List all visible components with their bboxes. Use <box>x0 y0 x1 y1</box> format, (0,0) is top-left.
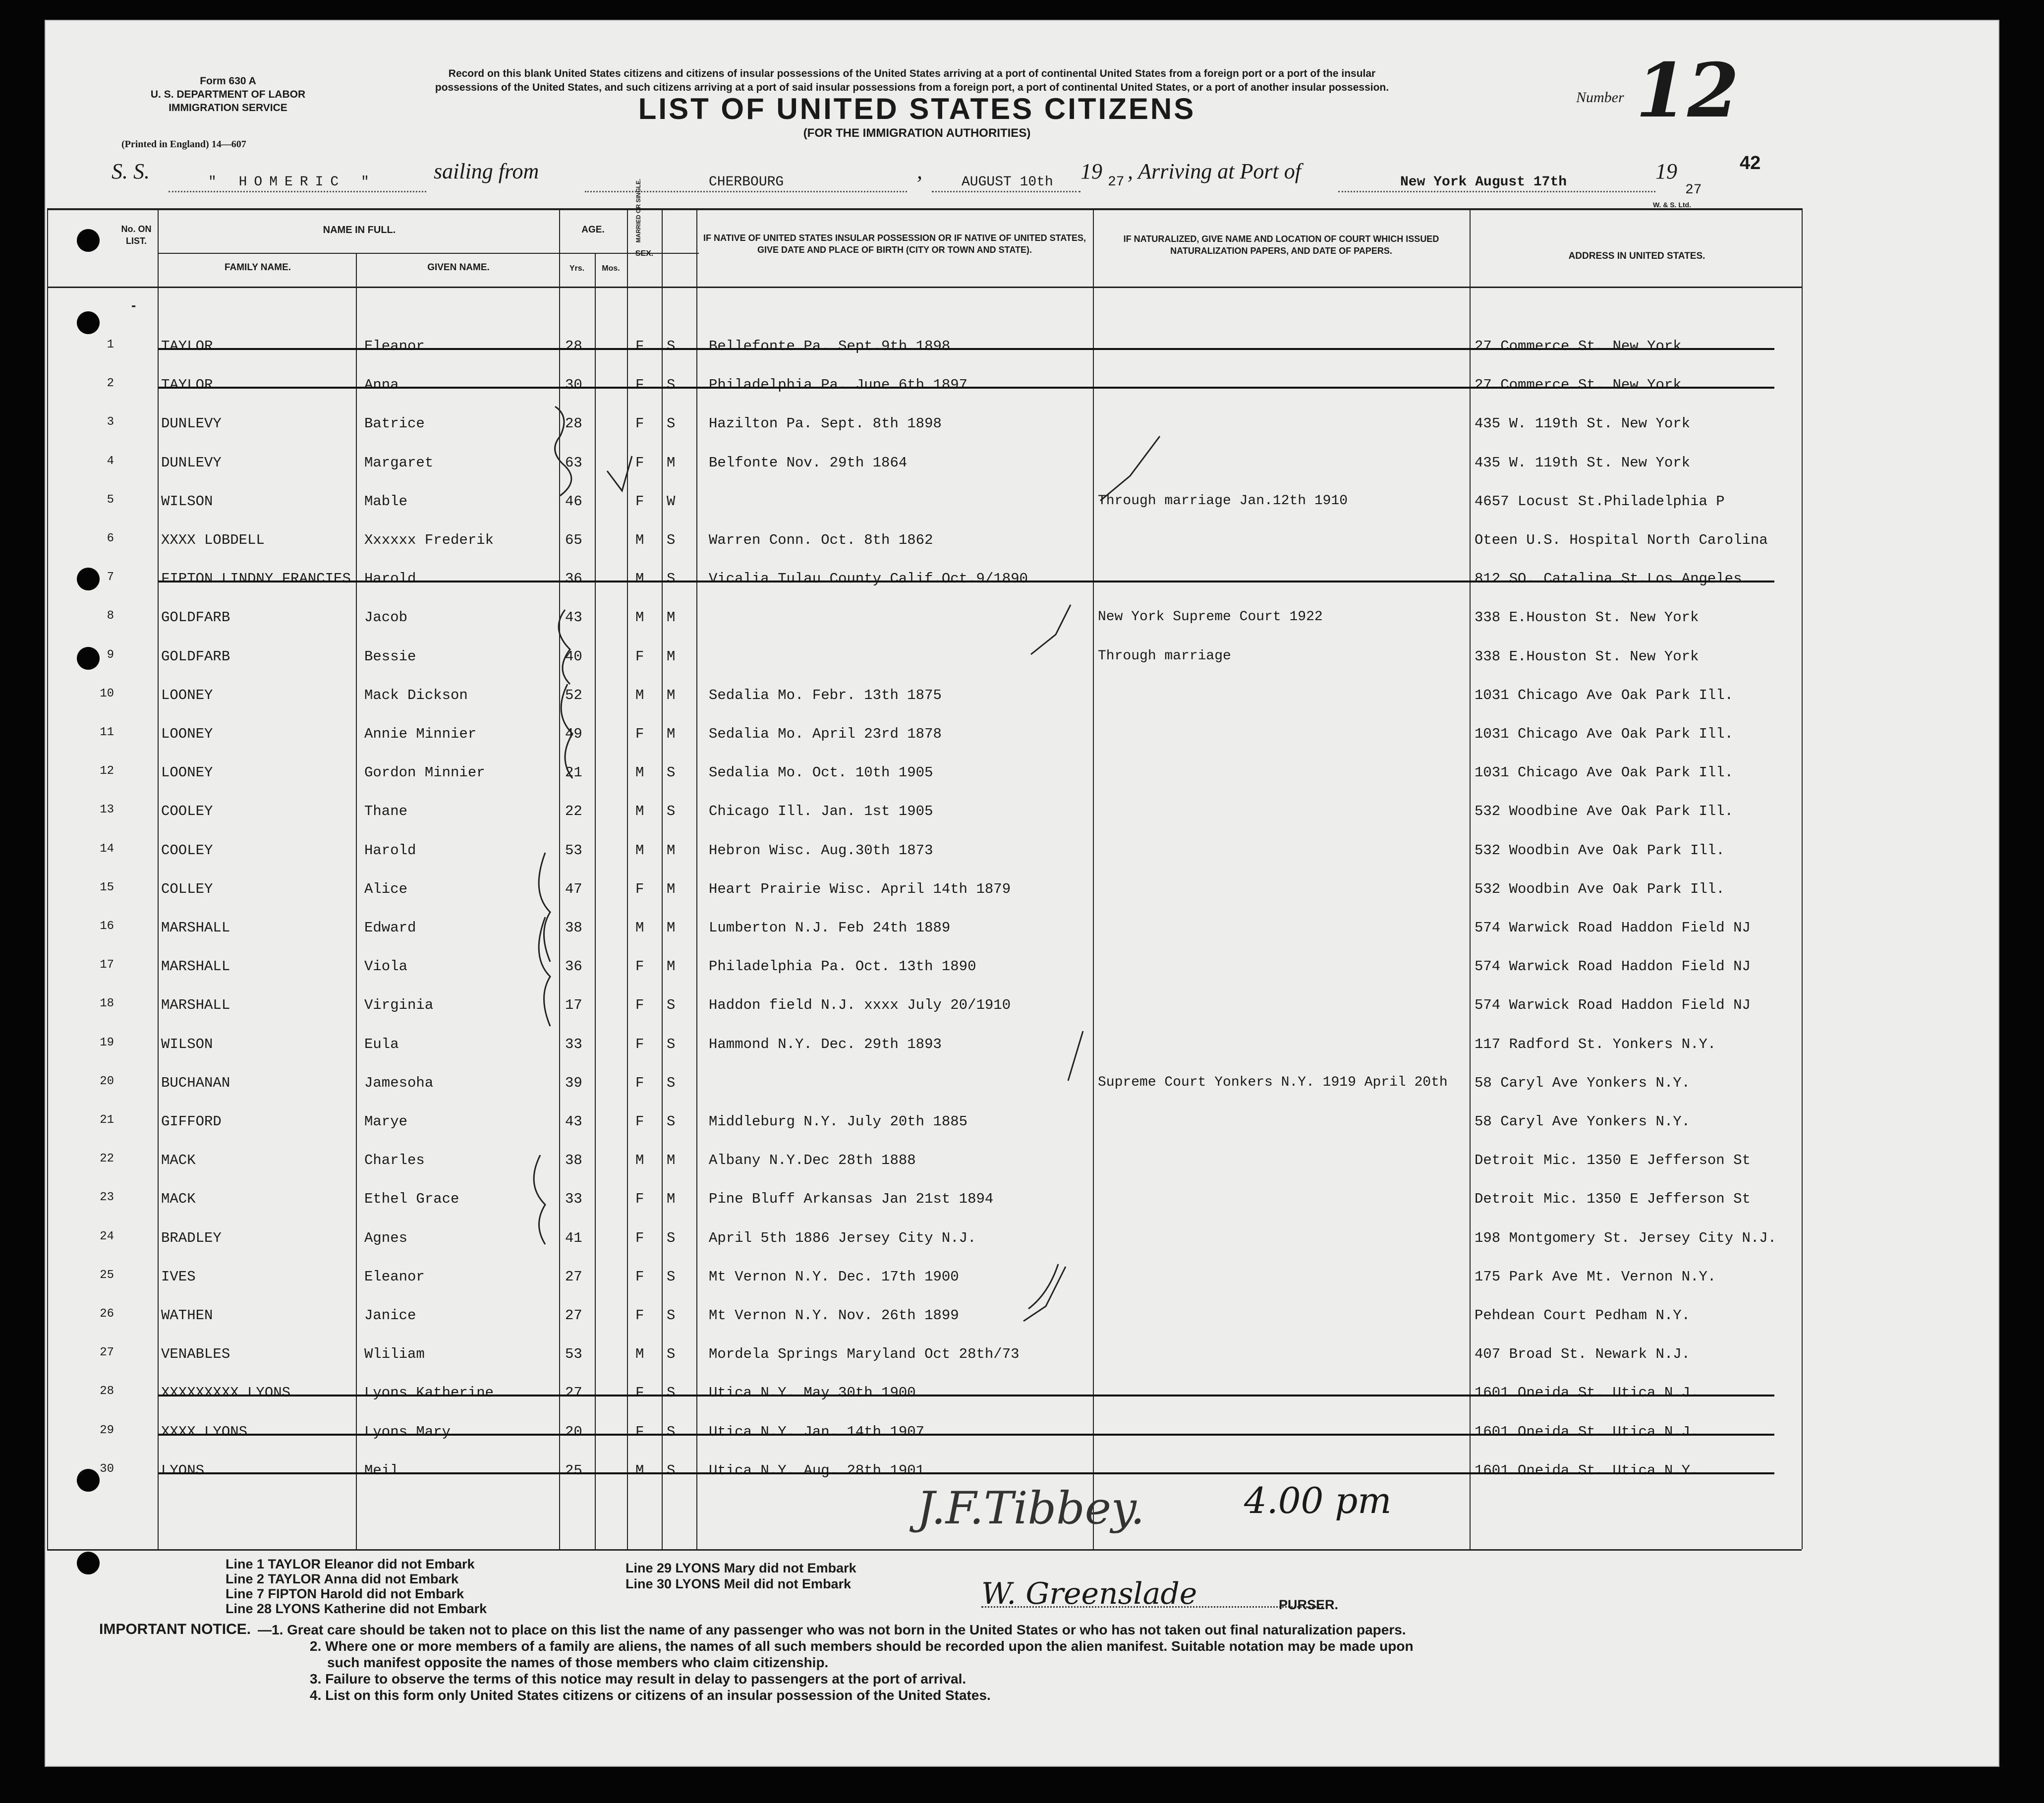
col-header-name-in-full: NAME IN FULL. <box>323 225 396 235</box>
us-address: 4657 Locust St.Philadelphia P <box>1475 493 1725 510</box>
sex: F <box>635 958 644 975</box>
family-name: TAYLOR <box>161 338 213 354</box>
family-name: BUCHANAN <box>161 1075 230 1091</box>
age-years: 33 <box>565 1191 582 1207</box>
age-years: 43 <box>565 1113 582 1130</box>
given-name: Batrice <box>364 415 425 432</box>
row-number: 4 <box>107 455 114 468</box>
given-name: Viola <box>364 958 408 975</box>
row-number: 2 <box>107 377 114 390</box>
marital-status: M <box>667 726 676 742</box>
department: U. S. DEPARTMENT OF LABOR <box>150 89 306 100</box>
age-years: 36 <box>565 571 582 587</box>
page-subtitle: (FOR THE IMMIGRATION AUTHORITIES) <box>803 126 1031 140</box>
given-name: Harold <box>364 571 416 587</box>
birth-place-date: Bellefonte Pa. Sept.9th 1898 <box>709 338 951 354</box>
birth-place-date: Mordela Springs Maryland Oct 28th/73 <box>709 1346 1020 1362</box>
purser-label: PURSER. <box>1279 1597 1339 1612</box>
age-years: 53 <box>565 1346 582 1362</box>
marital-status: M <box>667 958 676 975</box>
family-name: LOONEY <box>161 726 213 742</box>
birth-place-date: Mt Vernon N.Y. Nov. 26th 1899 <box>709 1307 959 1324</box>
marital-status: S <box>667 532 676 548</box>
sex: F <box>635 881 644 897</box>
sex: M <box>635 609 644 626</box>
row-number: 23 <box>100 1191 114 1204</box>
comma: , <box>917 159 922 183</box>
birth-place-date: Middleburg N.Y. July 20th 1885 <box>709 1113 968 1130</box>
age-years: 43 <box>565 609 582 626</box>
row-number: 5 <box>107 493 114 507</box>
marital-status: S <box>667 1462 676 1479</box>
us-address: 1031 Chicago Ave Oak Park Ill. <box>1475 764 1734 781</box>
marital-status: M <box>667 920 676 936</box>
col-header-given-name: GIVEN NAME. <box>427 262 490 273</box>
marital-status: M <box>667 609 676 626</box>
col-header-married: MARRIED OR SINGLE. <box>635 178 642 243</box>
age-years: 25 <box>565 1462 582 1479</box>
age-years: 27 <box>565 1269 582 1285</box>
us-address: 117 Radford St. Yonkers N.Y. <box>1475 1036 1716 1052</box>
given-name: Ethel Grace <box>364 1191 459 1207</box>
marital-status: S <box>667 1036 676 1052</box>
signature-line <box>981 1606 1323 1608</box>
sex: M <box>635 764 644 781</box>
us-address: 407 Broad St. Newark N.J. <box>1475 1346 1691 1362</box>
row-number: 20 <box>100 1075 114 1088</box>
sex: F <box>635 415 644 432</box>
marital-status: S <box>667 338 676 354</box>
embark-note: Line 28 LYONS Katherine did not Embark <box>226 1601 487 1616</box>
birth-place-date: Belfonte Nov. 29th 1864 <box>709 455 908 471</box>
row-number: 6 <box>107 532 114 545</box>
age-years: 39 <box>565 1075 582 1091</box>
family-name: VENABLES <box>161 1346 230 1362</box>
us-address: 338 E.Houston St. New York <box>1475 609 1699 626</box>
given-name: Harold <box>364 842 416 859</box>
row-number: 13 <box>100 803 114 816</box>
sex: F <box>635 997 644 1013</box>
birth-place-date: Chicago Ill. Jan. 1st 1905 <box>709 803 933 819</box>
sex: M <box>635 532 644 548</box>
embark-note: Line 30 LYONS Meil did not Embark <box>625 1576 852 1591</box>
embark-note: Line 29 LYONS Mary did not Embark <box>625 1561 856 1575</box>
page-mark: 42 <box>1740 153 1761 174</box>
marital-status: M <box>667 1152 676 1168</box>
row-number: 12 <box>100 764 114 778</box>
family-name: LYONS <box>161 1462 205 1479</box>
embark-note: Line 2 TAYLOR Anna did not Embark <box>226 1571 459 1586</box>
given-name: Gordon Minnier <box>364 764 485 781</box>
family-name: WATHEN <box>161 1307 213 1324</box>
age-years: 28 <box>565 338 582 354</box>
embark-note: Line 7 FIPTON Harold did not Embark <box>226 1586 464 1601</box>
birth-place-date: Vicalia Tulau County Calif.Oct.9/1890 <box>709 571 1028 587</box>
us-address: Detroit Mic. 1350 E Jefferson St <box>1475 1152 1751 1168</box>
purser-signature: W. Greenslade <box>981 1576 1197 1611</box>
handwritten-time: 4.00 pm <box>1244 1480 1392 1521</box>
birth-place-date: Sedalia Mo. April 23rd 1878 <box>709 726 942 742</box>
birth-place-date: April 5th 1886 Jersey City N.J. <box>709 1230 976 1246</box>
us-address: 1601 Oneida St. Utica N.J. <box>1475 1424 1699 1440</box>
family-name: BRADLEY <box>161 1230 222 1246</box>
marital-status: M <box>667 1191 676 1207</box>
sex: F <box>635 726 644 742</box>
given-name: Thane <box>364 803 408 819</box>
birth-place-date: Sedalia Mo. Febr. 13th 1875 <box>709 687 942 703</box>
family-name: MACK <box>161 1152 196 1168</box>
row-number: 29 <box>100 1424 114 1437</box>
us-address: 175 Park Ave Mt. Vernon N.Y. <box>1475 1269 1716 1285</box>
age-years: 27 <box>565 1307 582 1324</box>
us-address: 574 Warwick Road Haddon Field NJ <box>1475 920 1751 936</box>
age-years: 40 <box>565 648 582 665</box>
sex: M <box>635 1152 644 1168</box>
col-header-no: No. ON LIST. <box>121 224 152 246</box>
arrival-info: New York August 17th <box>1400 174 1567 190</box>
family-name: WILSON <box>161 493 213 510</box>
family-name: GOLDFARB <box>161 609 230 626</box>
sex: F <box>635 1269 644 1285</box>
birth-place-date: Philadelphia Pa. June 6th 1897 <box>709 377 968 393</box>
age-years: 53 <box>565 842 582 859</box>
us-address: 532 Woodbin Ave Oak Park Ill. <box>1475 881 1725 897</box>
age-years: 20 <box>565 1424 582 1440</box>
given-name: Virginia <box>364 997 434 1013</box>
age-years: 22 <box>565 803 582 819</box>
family-name: COOLEY <box>161 842 213 859</box>
given-name: Mable <box>364 493 408 510</box>
age-years: 21 <box>565 764 582 781</box>
marital-status: S <box>667 1230 676 1246</box>
naturalization: New York Supreme Court 1922 <box>1098 609 1323 625</box>
age-years: 28 <box>565 415 582 432</box>
given-name: Jacob <box>364 609 408 626</box>
us-address: 27 Commerce St. New York <box>1475 377 1682 393</box>
family-name: DUNLEVY <box>161 415 222 432</box>
row-number: 18 <box>100 997 114 1010</box>
naturalization: Through marriage <box>1098 648 1231 664</box>
family-name: MARSHALL <box>161 958 230 975</box>
given-name: Lyons Mary <box>364 1424 451 1440</box>
sail-date: AUGUST 10th <box>962 174 1053 190</box>
marital-status: M <box>667 687 676 703</box>
us-address: 532 Woodbin Ave Oak Park Ill. <box>1475 842 1725 859</box>
birth-place-date: Sedalia Mo. Oct. 10th 1905 <box>709 764 933 781</box>
row-number: 27 <box>100 1346 114 1359</box>
notice-line-4: 4. List on this form only United States citizens or citizens of an insular possession of the United States. <box>310 1687 991 1703</box>
us-address: 574 Warwick Road Haddon Field NJ <box>1475 958 1751 975</box>
sex: F <box>635 1424 644 1440</box>
given-name: Mack Dickson <box>364 687 468 703</box>
notice-line-3: 3. Failure to observe the terms of this notice may result in delay to passengers at the port of arrival. <box>310 1671 966 1687</box>
row-number: 7 <box>107 571 114 584</box>
row-number: 9 <box>107 648 114 662</box>
year-prefix: 19 <box>1080 159 1102 183</box>
us-address: 1031 Chicago Ave Oak Park Ill. <box>1475 687 1734 703</box>
us-address: 812 SO. Catalina St.Los Angeles <box>1475 571 1742 587</box>
us-address: 198 Montgomery St. Jersey City N.J. <box>1475 1230 1777 1246</box>
birth-place-date: Haddon field N.J. xxxx July 20/1910 <box>709 997 1011 1013</box>
row-number: 1 <box>107 338 114 351</box>
given-name: Eleanor <box>364 338 425 354</box>
age-years: 36 <box>565 958 582 975</box>
embark-note: Line 1 TAYLOR Eleanor did not Embark <box>226 1557 475 1571</box>
row-number: 25 <box>100 1269 114 1282</box>
marital-status: S <box>667 571 676 587</box>
sex: M <box>635 687 644 703</box>
age-years: 49 <box>565 726 582 742</box>
sex: M <box>635 1346 644 1362</box>
birth-place-date: Lumberton N.J. Feb 24th 1889 <box>709 920 951 936</box>
arriving-label: , Arriving at Port of <box>1128 159 1301 183</box>
sail-year: 27 <box>1108 174 1125 190</box>
family-name: DUNLEVY <box>161 455 222 471</box>
marital-status: M <box>667 842 676 859</box>
sex: F <box>635 1036 644 1052</box>
marital-status: S <box>667 997 676 1013</box>
birth-place-date: Hammond N.Y. Dec. 29th 1893 <box>709 1036 942 1052</box>
birth-place-date: Albany N.Y.Dec 28th 1888 <box>709 1152 916 1168</box>
row-number: 11 <box>100 726 114 739</box>
col-header-address: ADDRESS IN UNITED STATES. <box>1568 251 1705 261</box>
col-header-birth: IF NATIVE OF UNITED STATES INSULAR POSSESSION OR IF NATIVE OF UNITED STATES, GIVE DATE AND PLACE OF BIRTH (CITY OR TOWN AND STATE). <box>703 233 1086 255</box>
us-address: 27 Commerce St. New York <box>1475 338 1682 354</box>
col-header-yrs: Yrs. <box>569 264 585 273</box>
sex: M <box>635 803 644 819</box>
age-years: 46 <box>565 493 582 510</box>
notice-line-1: —1. Great care should be taken not to place on this list the name of any passenger who was not born in the United States or who has not taken out final naturalization papers. <box>258 1622 1406 1637</box>
marital-status: S <box>667 1113 676 1130</box>
birth-place-date: Pine Bluff Arkansas Jan 21st 1894 <box>709 1191 994 1207</box>
us-address: Detroit Mic. 1350 E Jefferson St <box>1475 1191 1751 1207</box>
row-number: 21 <box>100 1113 114 1127</box>
family-name: LOONEY <box>161 764 213 781</box>
col-header-mos: Mos. <box>602 264 620 273</box>
birth-place-date: Utica N.Y. Aug. 28th 1901 <box>709 1462 925 1479</box>
given-name: Annie Minnier <box>364 726 477 742</box>
sex: M <box>635 920 644 936</box>
given-name: Anna <box>364 377 399 393</box>
birth-place-date: Warren Conn. Oct. 8th 1862 <box>709 532 933 548</box>
sex: F <box>635 377 644 393</box>
handwritten-initials: J.F.Tibbey. <box>917 1482 1145 1534</box>
sailing-from: CHERBOURG <box>709 174 784 190</box>
row-number: 3 <box>107 415 114 429</box>
age-years: 38 <box>565 1152 582 1168</box>
col-header-naturalized: IF NATURALIZED, GIVE NAME AND LOCATION OF COURT WHICH ISSUED NATURALIZATION PAPERS, AND DATE OF PAPERS. <box>1123 234 1439 256</box>
age-years: 30 <box>565 377 582 393</box>
given-name: Marye <box>364 1113 408 1130</box>
given-name: Edward <box>364 920 416 936</box>
row-number: 22 <box>100 1152 114 1165</box>
family-name: XXXXXXXXX LYONS <box>161 1385 291 1401</box>
birth-place-date: Utica N.Y. Jan. 14th 1907 <box>709 1424 925 1440</box>
age-years: 52 <box>565 687 582 703</box>
given-name: Janice <box>364 1307 416 1324</box>
marital-status: S <box>667 1075 676 1091</box>
family-name: TAYLOR <box>161 377 213 393</box>
sex: F <box>635 1230 644 1246</box>
row-number: 17 <box>100 958 114 972</box>
age-years: 17 <box>565 997 582 1013</box>
marital-status: S <box>667 1424 676 1440</box>
family-name: MACK <box>161 1191 196 1207</box>
row-number: 26 <box>100 1307 114 1321</box>
sex: M <box>635 842 644 859</box>
given-name: Lyons Katherine <box>364 1385 494 1401</box>
ship-name: " HOMERIC " <box>208 174 376 190</box>
us-address: 574 Warwick Road Haddon Field NJ <box>1475 997 1751 1013</box>
us-address: 1031 Chicago Ave Oak Park Ill. <box>1475 726 1734 742</box>
age-years: 41 <box>565 1230 582 1246</box>
col-header-family-name: FAMILY NAME. <box>224 262 291 273</box>
age-years: 47 <box>565 881 582 897</box>
row-number: 15 <box>100 881 114 894</box>
family-name: MARSHALL <box>161 997 230 1013</box>
marital-status: S <box>667 764 676 781</box>
birth-place-date: Hazilton Pa. Sept. 8th 1898 <box>709 415 942 432</box>
family-name: WILSON <box>161 1036 213 1052</box>
notice-line-2: 2. Where one or more members of a family are aliens, the names of all such members should be recorded upon the alien manifest. Suitable notation may be made upon <box>310 1638 1414 1654</box>
sex: F <box>635 1113 644 1130</box>
row-number: 14 <box>100 842 114 856</box>
naturalization: Through marriage Jan.12th 1910 <box>1098 493 1348 509</box>
sailing-from-label: sailing from <box>434 159 539 183</box>
family-name: GOLDFARB <box>161 648 230 665</box>
birth-place-date: Heart Prairie Wisc. April 14th 1879 <box>709 881 1011 897</box>
ss-label: S. S. <box>112 159 150 183</box>
form-number: Form 630 A <box>200 75 256 87</box>
marital-status: S <box>667 1385 676 1401</box>
col-header-sex: SEX. <box>635 249 654 258</box>
row-number: 28 <box>100 1385 114 1398</box>
marital-status: S <box>667 377 676 393</box>
age-years: 65 <box>565 532 582 548</box>
sex: M <box>635 1462 644 1479</box>
family-name: XXXX LYONS <box>161 1424 248 1440</box>
given-name: Bessie <box>364 648 416 665</box>
row-dash: - <box>131 297 136 313</box>
birth-place-date: Mt Vernon N.Y. Dec. 17th 1900 <box>709 1269 959 1285</box>
given-name: Margaret <box>364 455 434 471</box>
given-name: Charles <box>364 1152 425 1168</box>
service: IMMIGRATION SERVICE <box>169 102 287 114</box>
sex: F <box>635 1075 644 1091</box>
family-name: GIFFORD <box>161 1113 222 1130</box>
marital-status: S <box>667 1346 676 1362</box>
age-years: 33 <box>565 1036 582 1052</box>
birth-place-date: Philadelphia Pa. Oct. 13th 1890 <box>709 958 976 975</box>
us-address: 58 Caryl Ave Yonkers N.Y. <box>1475 1113 1691 1130</box>
age-years: 63 <box>565 455 582 471</box>
marital-status: S <box>667 1269 676 1285</box>
sex: M <box>635 571 644 587</box>
row-number: 16 <box>100 920 114 933</box>
sex: F <box>635 493 644 510</box>
marital-status: M <box>667 648 676 665</box>
us-address: 338 E.Houston St. New York <box>1475 648 1699 665</box>
family-name: IVES <box>161 1269 196 1285</box>
marital-status: W <box>667 493 676 510</box>
row-number: 30 <box>100 1462 114 1476</box>
given-name: Eleanor <box>364 1269 425 1285</box>
age-years: 27 <box>565 1385 582 1401</box>
notice-line-2-cont: such manifest opposite the names of those members who claim citizenship. <box>327 1655 829 1670</box>
us-address: 435 W. 119th St. New York <box>1475 455 1691 471</box>
given-name: Eula <box>364 1036 399 1052</box>
family-name: MARSHALL <box>161 920 230 936</box>
family-name: LOONEY <box>161 687 213 703</box>
marital-status: S <box>667 803 676 819</box>
given-name: Wliliam <box>364 1346 425 1362</box>
row-number: 19 <box>100 1036 114 1049</box>
us-address: 532 Woodbine Ave Oak Park Ill. <box>1475 803 1734 819</box>
instructions: Record on this blank United States citizens and citizens of insular possessions of the United States arriving at a port of continental United States from a foreign port or a port of the insular possessions of the United States, and such citizens arriving at a port of said insular possessions from a foreign port, a port of continental United States, or a port of another insular possession. <box>435 68 1389 93</box>
arrival-year-prefix: 19 <box>1655 159 1677 183</box>
marital-status: S <box>667 415 676 432</box>
row-number: 10 <box>100 687 114 700</box>
family-name: XXXX LOBDELL <box>161 532 265 548</box>
family-name: COLLEY <box>161 881 213 897</box>
us-address: 58 Caryl Ave Yonkers N.Y. <box>1475 1075 1691 1091</box>
us-address: 1601 Oneida St. Utica N.Y. <box>1475 1462 1699 1479</box>
birth-place-date: Hebron Wisc. Aug.30th 1873 <box>709 842 933 859</box>
sex: F <box>635 648 644 665</box>
printer: W. & S. Ltd. <box>1653 201 1691 209</box>
number-label: Number <box>1576 89 1624 106</box>
sex: F <box>635 1385 644 1401</box>
sex: F <box>635 1191 644 1207</box>
given-name: Jamesoha <box>364 1075 434 1091</box>
given-name: Meil <box>364 1462 399 1479</box>
given-name: Agnes <box>364 1230 408 1246</box>
marital-status: M <box>667 455 676 471</box>
page-title: LIST OF UNITED STATES CITIZENS <box>638 92 1196 125</box>
us-address: Oteen U.S. Hospital North Carolina <box>1475 532 1768 548</box>
printed-note: (Printed in England) 14—607 <box>121 139 246 150</box>
us-address: 435 W. 119th St. New York <box>1475 415 1691 432</box>
given-name: Xxxxxx Frederik <box>364 532 494 548</box>
birth-place-date: Utica N.Y. May 30th 1900 <box>709 1385 916 1401</box>
marital-status: S <box>667 1307 676 1324</box>
family-name: COOLEY <box>161 803 213 819</box>
age-years: 38 <box>565 920 582 936</box>
col-header-age: AGE. <box>581 225 605 235</box>
notice-title: IMPORTANT NOTICE. <box>99 1621 251 1637</box>
sex: F <box>635 338 644 354</box>
sex: F <box>635 1307 644 1324</box>
us-address: 1601 Oneida St. Utica N.J. <box>1475 1385 1699 1401</box>
sex: F <box>635 455 644 471</box>
list-number: 12 <box>1636 47 1739 134</box>
family-name: FIPTON LINDNY FRANCIES <box>161 571 351 587</box>
row-number: 24 <box>100 1230 114 1243</box>
arrival-year: 27 <box>1685 182 1702 198</box>
marital-status: M <box>667 881 676 897</box>
us-address: Pehdean Court Pedham N.Y. <box>1475 1307 1691 1324</box>
naturalization: Supreme Court Yonkers N.Y. 1919 April 20th <box>1098 1075 1448 1090</box>
given-name: Alice <box>364 881 408 897</box>
row-number: 8 <box>107 609 114 623</box>
